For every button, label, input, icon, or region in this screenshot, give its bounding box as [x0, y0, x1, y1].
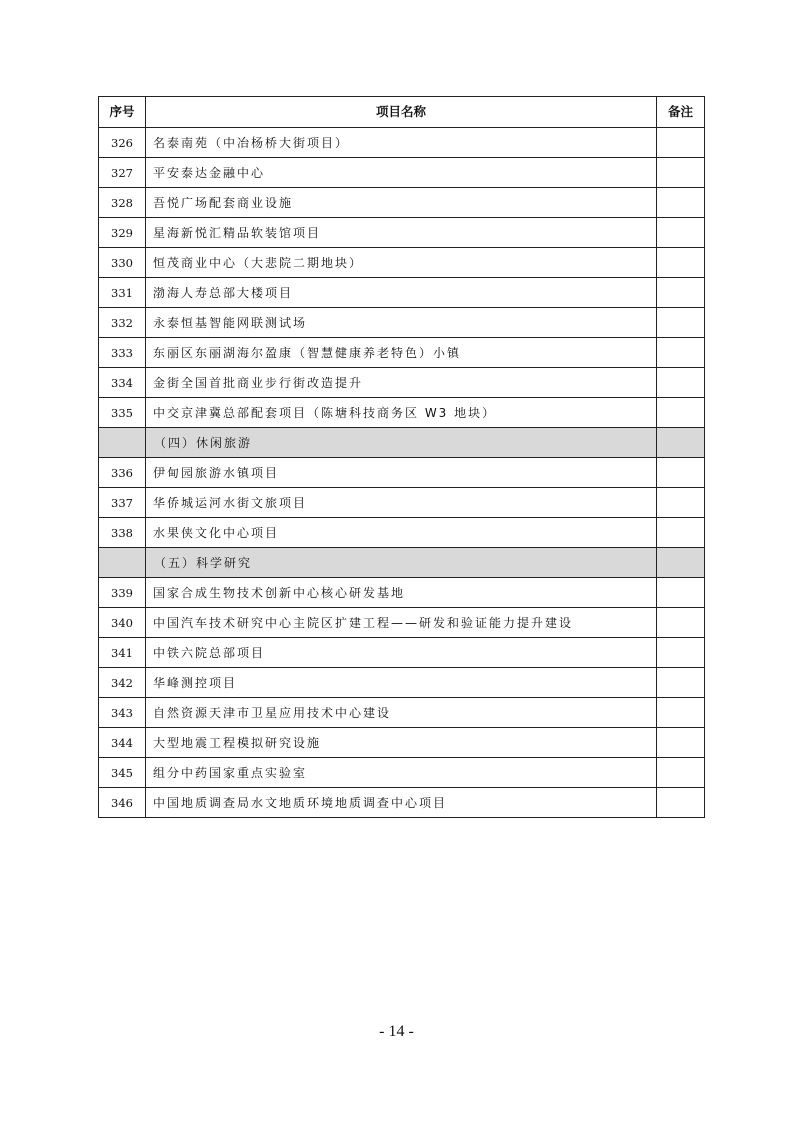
- row-serial-number: 331: [99, 278, 146, 308]
- row-serial-number: [99, 428, 146, 458]
- row-project-name: 吾悦广场配套商业设施: [146, 188, 657, 218]
- row-project-name: 东丽区东丽湖海尔盈康（智慧健康养老特色）小镇: [146, 338, 657, 368]
- row-remark: [657, 278, 705, 308]
- row-project-name: 渤海人寿总部大楼项目: [146, 278, 657, 308]
- row-serial-number: 339: [99, 578, 146, 608]
- section-title: （四）休闲旅游: [146, 428, 657, 458]
- row-project-name: 水果侠文化中心项目: [146, 518, 657, 548]
- row-serial-number: 342: [99, 668, 146, 698]
- row-project-name: 大型地震工程模拟研究设施: [146, 728, 657, 758]
- row-project-name: 伊甸园旅游水镇项目: [146, 458, 657, 488]
- table-row: [99, 638, 705, 668]
- row-remark: [657, 188, 705, 218]
- row-project-name: 名泰南苑（中冶杨桥大街项目）: [146, 128, 657, 158]
- table-row: [99, 128, 705, 158]
- row-serial-number: 329: [99, 218, 146, 248]
- row-remark: [657, 578, 705, 608]
- table-row: [99, 218, 705, 248]
- row-project-name: 组分中药国家重点实验室: [146, 758, 657, 788]
- row-serial-number: 330: [99, 248, 146, 278]
- row-project-name: 华峰测控项目: [146, 668, 657, 698]
- table-row: [99, 278, 705, 308]
- table-row: [99, 578, 705, 608]
- row-serial-number: 346: [99, 788, 146, 818]
- row-remark: [657, 128, 705, 158]
- row-remark: [657, 248, 705, 278]
- page-number: - 14 -: [379, 1023, 414, 1040]
- table-row: [99, 158, 705, 188]
- table-row: [99, 338, 705, 368]
- row-remark: [657, 158, 705, 188]
- row-serial-number: 345: [99, 758, 146, 788]
- row-project-name: 中国地质调查局水文地质环境地质调查中心项目: [146, 788, 657, 818]
- row-remark: [657, 218, 705, 248]
- row-serial-number: 332: [99, 308, 146, 338]
- row-remark: [657, 728, 705, 758]
- row-project-name: 恒茂商业中心（大悲院二期地块）: [146, 248, 657, 278]
- table-row: [99, 248, 705, 278]
- row-remark: [657, 698, 705, 728]
- table-row: [99, 518, 705, 548]
- table-row: [99, 368, 705, 398]
- table-row: [99, 608, 705, 638]
- table-row: [99, 488, 705, 518]
- row-serial-number: 327: [99, 158, 146, 188]
- row-serial-number: 333: [99, 338, 146, 368]
- row-remark: [657, 338, 705, 368]
- row-remark: [657, 668, 705, 698]
- row-remark: [657, 548, 705, 578]
- row-remark: [657, 758, 705, 788]
- row-serial-number: 335: [99, 398, 146, 428]
- table-row: [99, 758, 705, 788]
- row-serial-number: 338: [99, 518, 146, 548]
- table-row: [99, 458, 705, 488]
- header-project-name: 项目名称: [146, 97, 657, 128]
- row-serial-number: 343: [99, 698, 146, 728]
- table-row: [99, 728, 705, 758]
- row-remark: [657, 788, 705, 818]
- row-remark: [657, 428, 705, 458]
- header-remark: 备注: [657, 97, 705, 128]
- row-project-name: 金街全国首批商业步行街改造提升: [146, 368, 657, 398]
- row-remark: [657, 458, 705, 488]
- row-project-name: 中交京津冀总部配套项目（陈塘科技商务区 W3 地块）: [146, 398, 657, 428]
- row-serial-number: 328: [99, 188, 146, 218]
- table-row: [99, 188, 705, 218]
- row-project-name: 中铁六院总部项目: [146, 638, 657, 668]
- table-row: [99, 698, 705, 728]
- row-project-name: 国家合成生物技术创新中心核心研发基地: [146, 578, 657, 608]
- row-remark: [657, 608, 705, 638]
- row-serial-number: 326: [99, 128, 146, 158]
- row-project-name: 星海新悦汇精品软装馆项目: [146, 218, 657, 248]
- table-header-row: [99, 97, 705, 128]
- row-project-name: 中国汽车技术研究中心主院区扩建工程——研发和验证能力提升建设: [146, 608, 657, 638]
- row-remark: [657, 488, 705, 518]
- table-row: [99, 398, 705, 428]
- header-serial-number: 序号: [99, 97, 146, 128]
- section-row: [99, 428, 705, 458]
- row-remark: [657, 518, 705, 548]
- row-remark: [657, 368, 705, 398]
- section-row: [99, 548, 705, 578]
- row-project-name: 自然资源天津市卫星应用技术中心建设: [146, 698, 657, 728]
- row-remark: [657, 398, 705, 428]
- row-remark: [657, 638, 705, 668]
- table-body: [99, 128, 705, 818]
- row-serial-number: 334: [99, 368, 146, 398]
- row-serial-number: 341: [99, 638, 146, 668]
- table-row: [99, 788, 705, 818]
- row-project-name: 华侨城运河水街文旅项目: [146, 488, 657, 518]
- row-serial-number: [99, 548, 146, 578]
- row-serial-number: 340: [99, 608, 146, 638]
- row-serial-number: 344: [99, 728, 146, 758]
- row-serial-number: 337: [99, 488, 146, 518]
- row-project-name: 永泰恒基智能网联测试场: [146, 308, 657, 338]
- section-title: （五）科学研究: [146, 548, 657, 578]
- row-project-name: 平安泰达金融中心: [146, 158, 657, 188]
- row-serial-number: 336: [99, 458, 146, 488]
- project-table: [98, 96, 705, 818]
- table-row: [99, 668, 705, 698]
- table-row: [99, 308, 705, 338]
- row-remark: [657, 308, 705, 338]
